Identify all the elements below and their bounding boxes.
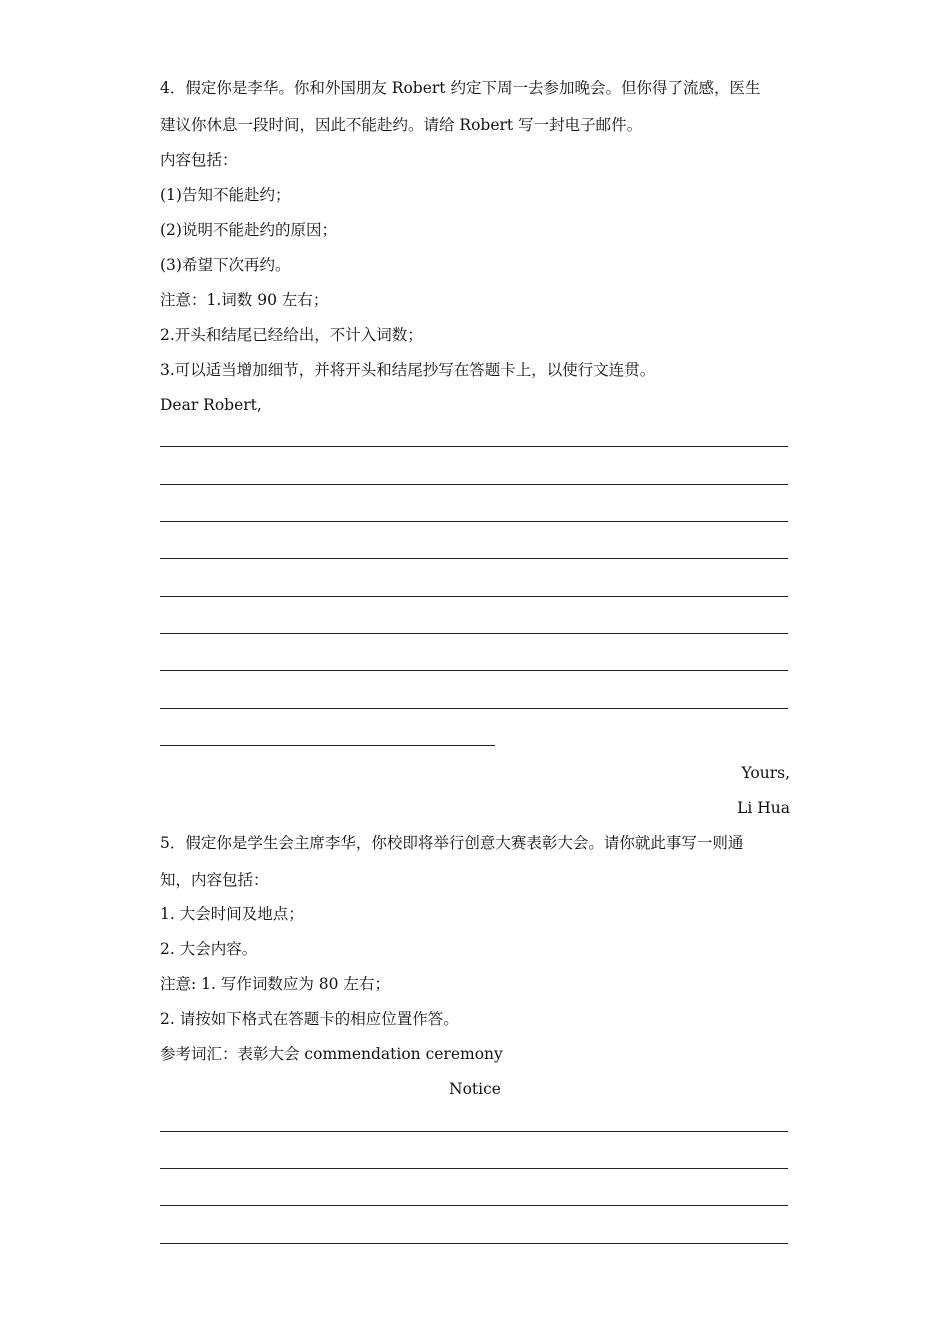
q5-answer-line [160, 1168, 788, 1169]
q4-answer-line [160, 558, 788, 559]
q4-answer-line [160, 521, 788, 522]
q5-note-1: 注意: 1. 写作词数应为 80 左右； [160, 975, 390, 993]
q4-prompt-line-2: 建议你休息一段时间，因此不能赴约。请给 Robert 写一封电子邮件。 [160, 116, 643, 134]
q4-answer-line [160, 708, 788, 709]
q4-answer-line [160, 484, 788, 485]
q5-prompt-line-1: 5．假定你是学生会主席李华，你校即将举行创意大赛表彰大会。请你就此事写一则通 [160, 834, 744, 852]
q4-answer-line-short [160, 745, 495, 746]
q4-item-1: (1)告知不能赴约； [160, 186, 291, 204]
q4-answer-line [160, 670, 788, 671]
q4-prompt-line-1: 4．假定你是李华。你和外国朋友 Robert 约定下周一去参加晚会。但你得了流感，医生 [160, 79, 761, 97]
q5-prompt-line-2: 知，内容包括： [160, 871, 269, 889]
q4-signature: Li Hua [737, 799, 790, 817]
q5-answer-line [160, 1243, 788, 1244]
q5-item-2: 2. 大会内容。 [160, 940, 258, 958]
q5-note-2: 2. 请按如下格式在答题卡的相应位置作答。 [160, 1010, 459, 1028]
q4-content-heading: 内容包括： [160, 151, 238, 169]
q4-answer-line [160, 446, 788, 447]
q4-closing: Yours, [741, 764, 790, 782]
q5-vocab: 参考词汇：表彰大会 commendation ceremony [160, 1045, 503, 1063]
q5-item-1: 1. 大会时间及地点； [160, 905, 304, 923]
q4-note-1: 注意：1.词数 90 左右； [160, 291, 329, 309]
q4-answer-line [160, 633, 788, 634]
q4-greeting: Dear Robert, [160, 396, 262, 414]
q4-item-2: (2)说明不能赴约的原因； [160, 221, 337, 239]
q5-notice-title: Notice [449, 1080, 501, 1098]
q5-answer-line [160, 1131, 788, 1132]
q4-note-2: 2.开头和结尾已经给出，不计入词数； [160, 326, 423, 344]
q4-item-3: (3)希望下次再约。 [160, 256, 291, 274]
q5-answer-line [160, 1205, 788, 1206]
q4-answer-line [160, 596, 788, 597]
q4-note-3: 3.可以适当增加细节，并将开头和结尾抄写在答题卡上，以使行文连贯。 [160, 361, 656, 379]
